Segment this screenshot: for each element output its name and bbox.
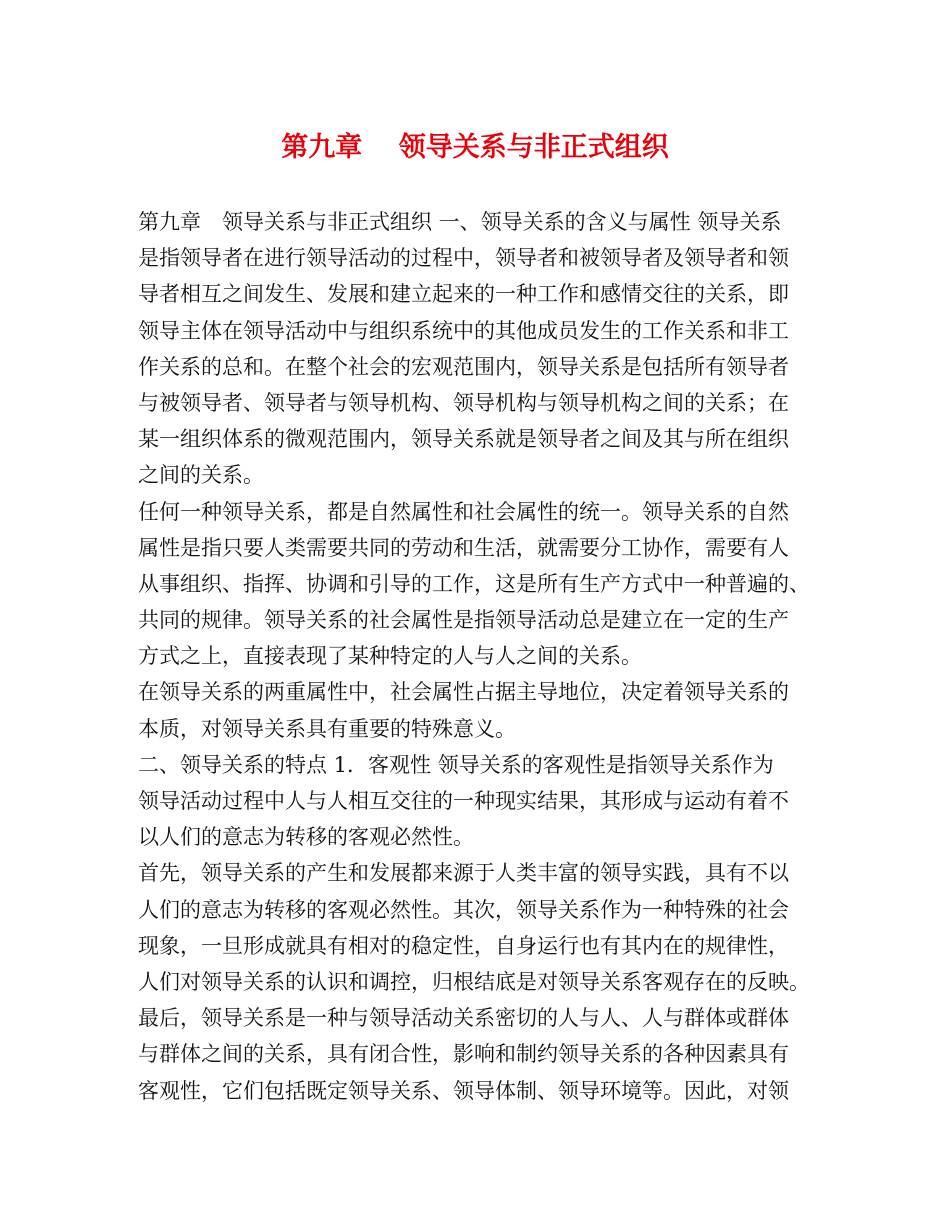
body-line: 领导活动过程中人与人相互交往的一种现实结果，其形成与运动有着不 (138, 789, 789, 813)
body-line: 是指领导者在进行领导活动的过程中，领导者和被领导者及领导者和领 (138, 246, 789, 271)
body-line: 在领导关系的两重属性中，社会属性占据主导地位，决定着领导关系的 (138, 680, 789, 705)
body-line: 二、领导关系的特点 1．客观性 领导关系的客观性是指领导关系作为 (138, 752, 774, 777)
body-line: 作关系的总和。在整个社会的宏观范围内，领导关系是包括所有领导者 (138, 354, 789, 379)
body-line: 客观性，它们包括既定领导关系、领导体制、领导环境等。因此，对领 (138, 1078, 789, 1103)
body-line: 人们的意志为转移的客观必然性。其次，领导关系作为一种特殊的社会 (138, 897, 789, 922)
body-line: 以人们的意志为转移的客观必然性。 (138, 825, 474, 850)
document-body (138, 204, 828, 1109)
body-line: 现象，一旦形成就具有相对的稳定性，自身运行也有其内在的规律性， (138, 933, 789, 958)
body-line: 导者相互之间发生、发展和建立起来的一种工作和感情交往的关系，即 (138, 282, 789, 307)
body-line: 人们对领导关系的认识和调控，归根结底是对领导关系客观存在的反映。 (138, 969, 810, 994)
body-line: 属性是指只要人类需要共同的劳动和生活，就需要分工协作，需要有人 (138, 535, 789, 560)
body-line: 与被领导者、领导者与领导机构、领导机构与领导机构之间的关系；在 (138, 390, 789, 415)
body-line: 首先，领导关系的产生和发展都来源于人类丰富的领导实践，具有不以 (138, 861, 789, 886)
body-line: 任何一种领导关系，都是自然属性和社会属性的统一。领导关系的自然 (138, 499, 789, 524)
body-line: 之间的关系。 (138, 463, 264, 488)
body-line: 第九章 领导关系与非正式组织 一、领导关系的含义与属性 领导关系 (138, 210, 782, 234)
body-line: 与群体之间的关系，具有闭合性，影响和制约领导关系的各种因素具有 (138, 1042, 789, 1067)
body-line: 从事组织、指挥、协调和引导的工作，这是所有生产方式中一种普遍的、 (138, 571, 810, 596)
body-line: 共同的规律。领导关系的社会属性是指领导活动总是建立在一定的生产 (138, 608, 789, 633)
body-line: 方式之上，直接表现了某种特定的人与人之间的关系。 (138, 644, 642, 669)
document-title: 第九章 领导关系与非正式组织 (281, 132, 669, 163)
body-line: 某一组织体系的微观范围内，领导关系就是领导者之间及其与所在组织 (138, 427, 789, 452)
body-line: 本质，对领导关系具有重要的特殊意义。 (138, 716, 516, 741)
body-line: 最后，领导关系是一种与领导活动关系密切的人与人、人与群体或群体 (138, 1006, 789, 1031)
body-line: 领导主体在领导活动中与组织系统中的其他成员发生的工作关系和非工 (138, 318, 789, 343)
